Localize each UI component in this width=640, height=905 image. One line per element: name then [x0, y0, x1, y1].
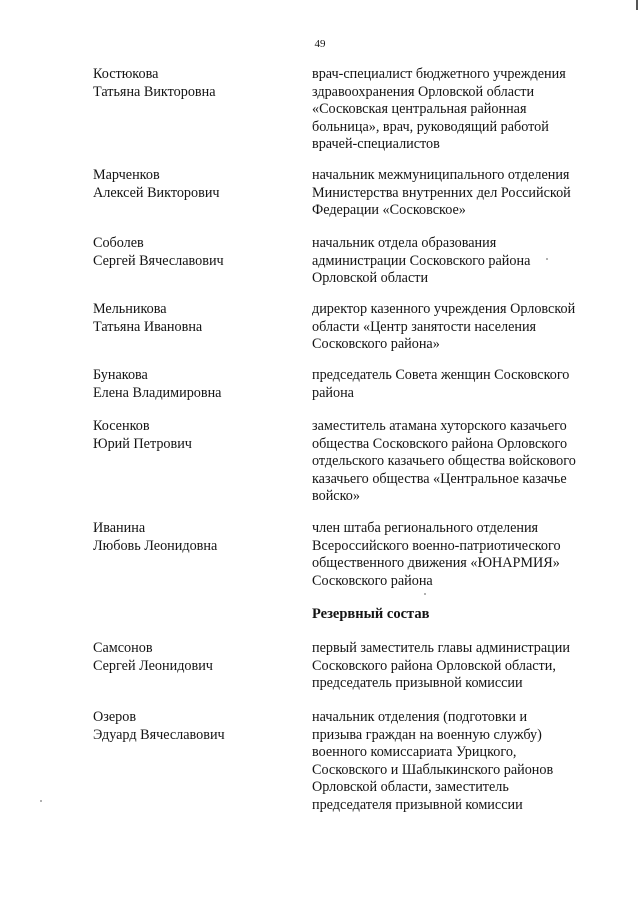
- reserve-heading: Резервный состав: [312, 606, 430, 622]
- member-surname: Озеров: [93, 709, 137, 725]
- member-role: [312, 418, 612, 506]
- role-line: района: [312, 384, 354, 401]
- member-role: [312, 367, 612, 402]
- role-line: войско»: [312, 488, 360, 505]
- member-role: [312, 301, 612, 354]
- member-surname: Мельникова: [93, 301, 167, 317]
- member-surname: Костюкова: [93, 66, 159, 82]
- role-line: Всероссийского военно-патриотического: [312, 537, 561, 554]
- role-line: призыва граждан на военную службу): [312, 726, 542, 743]
- member-surname: Соболев: [93, 235, 144, 251]
- member-role: [312, 640, 612, 693]
- role-line: «Сосковская центральная районная: [312, 101, 527, 118]
- member-given-names: Татьяна Викторовна: [93, 83, 216, 100]
- role-line: Сосковского района»: [312, 336, 440, 353]
- member-surname: Косенков: [93, 418, 150, 434]
- role-line: Сосковского района: [312, 572, 433, 589]
- member-role: [312, 709, 612, 815]
- role-line: заместитель атамана хуторского казачьего: [312, 418, 567, 434]
- role-line: начальник межмуниципального отделения: [312, 167, 570, 183]
- role-line: Орловской области: [312, 270, 429, 287]
- member-surname: Самсонов: [93, 640, 153, 656]
- role-line: отдельского казачьего общества войскового: [312, 453, 576, 470]
- member-name: [93, 235, 298, 270]
- role-line: общественного движения «ЮНАРМИЯ»: [312, 555, 560, 572]
- member-surname: Марченков: [93, 167, 160, 183]
- role-line: начальник отдела образования: [312, 235, 497, 251]
- role-line: Сосковского и Шаблыкинского районов: [312, 761, 554, 778]
- role-line: области «Центр занятости населения: [312, 318, 537, 335]
- member-given-names: Татьяна Ивановна: [93, 318, 203, 335]
- member-name: [93, 418, 298, 453]
- member-given-names: Сергей Вячеславович: [93, 252, 224, 269]
- role-line: член штаба регионального отделения: [312, 520, 539, 536]
- scan-speck: [546, 258, 548, 260]
- role-line: первый заместитель главы администрации: [312, 640, 570, 656]
- role-line: казачьего общества «Центральное казачье: [312, 470, 567, 487]
- member-name: [93, 709, 298, 744]
- role-line: председатель Совета женщин Сосковского: [312, 367, 570, 383]
- member-surname: Иванина: [93, 520, 146, 536]
- scan-speck: [424, 593, 426, 595]
- role-line: Орловской области, заместитель: [312, 779, 509, 796]
- member-role: [312, 167, 612, 220]
- member-given-names: Алексей Викторович: [93, 184, 220, 201]
- member-given-names: Сергей Леонидович: [93, 657, 213, 674]
- member-name: [93, 66, 298, 101]
- role-line: здравоохранения Орловской области: [312, 83, 535, 100]
- member-name: [93, 640, 298, 675]
- member-given-names: Елена Владимировна: [93, 384, 222, 401]
- member-role: [312, 235, 612, 288]
- role-line: председателя призывной комиссии: [312, 796, 523, 813]
- member-given-names: Любовь Леонидовна: [93, 537, 218, 554]
- member-role: [312, 520, 612, 590]
- role-line: Федерации «Сосковское»: [312, 202, 466, 219]
- role-line: военного комиссариата Урицкого,: [312, 744, 517, 761]
- role-line: Сосковского района Орловской области,: [312, 657, 556, 674]
- page-number: 49: [314, 38, 326, 50]
- scan-speck: [40, 800, 42, 802]
- member-name: [93, 167, 298, 202]
- role-line: врачей-специалистов: [312, 136, 440, 153]
- role-line: общества Сосковского района Орловского: [312, 435, 568, 452]
- role-line: председатель призывной комиссии: [312, 675, 523, 692]
- member-given-names: Эдуард Вячеславович: [93, 726, 225, 743]
- role-line: начальник отделения (подготовки и: [312, 709, 528, 725]
- member-given-names: Юрий Петрович: [93, 435, 192, 452]
- role-line: больница», врач, руководящий работой: [312, 118, 549, 135]
- member-name: [93, 301, 298, 336]
- member-name: [93, 520, 298, 555]
- role-line: директор казенного учреждения Орловской: [312, 301, 576, 317]
- role-line: Министерства внутренних дел Российской: [312, 184, 571, 201]
- member-name: [93, 367, 298, 402]
- role-line: врач-специалист бюджетного учреждения: [312, 66, 566, 82]
- member-surname: Бунакова: [93, 367, 148, 383]
- member-role: [312, 66, 612, 154]
- scan-edge-mark: [636, 0, 638, 10]
- role-line: администрации Сосковского района: [312, 252, 531, 269]
